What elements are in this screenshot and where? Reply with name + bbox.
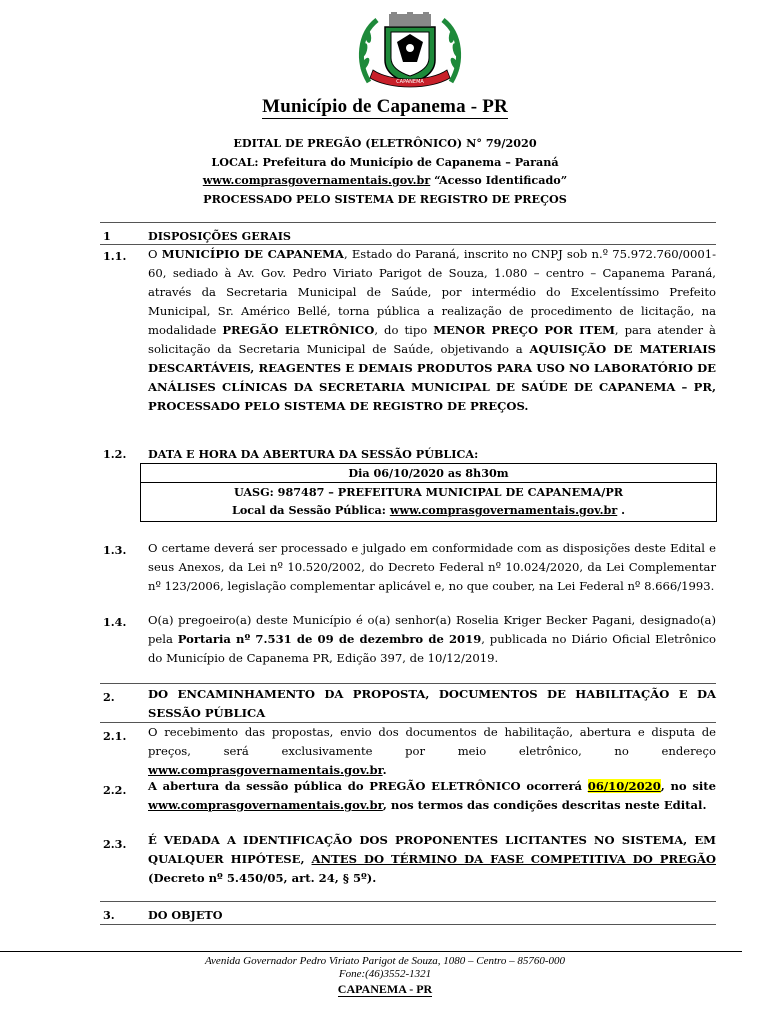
clause-number: 1.2. [103,447,127,461]
clause-number: 2.1. [103,729,127,743]
footer-city: CAPANEMA - PR [337,982,433,996]
clause-number: 2.2. [103,783,127,797]
clause-number: 1.3. [103,543,127,557]
clause-number: 1.1. [103,249,127,263]
section-number: 3. [103,908,115,922]
divider [100,683,716,684]
site-link[interactable]: www.comprasgovernamentais.gov.br [148,798,383,812]
section-title: DISPOSIÇÕES GERAIS [148,229,292,243]
section-number: 1 [103,229,111,243]
clause-1-1: O MUNICÍPIO DE CAPANEMA, Estado do Paraná, inscrito no CNPJ sob n.º 75.972.760/0001-60, sediado à Av. Gov. Pedro Viriato Parigot de Souza, 1.080 – centro – Capanema Paraná, através da Secretaria Municipal de Saúde, por intermédio do Excelentíssimo Prefeito Municipal, Sr. Américo Bellé, torna pública a realização de procedimento de licitação, na modalidade PREGÃO ELETRÔNICO, do tipo MENOR PREÇO POR ITEM, para atender à solicitação da Secretaria Municipal de Saúde, objetivando a AQUISIÇÃO DE MATERIAIS DESCARTÁVEIS, REAGENTES E DEMAIS PRODUTOS PARA USO NO LABORATÓRIO DE ANÁLISES CLÍNICAS DA SECRETARIA MUNICIPAL DE SAÚDE DE CAPANEMA – PR, PROCESSADO PELO SISTEMA DE REGISTRO DE PREÇOS. [148,247,716,413]
site-line: www.comprasgovernamentais.gov.br “Acesso Identificado” [202,173,568,187]
clause-1-3: O certame deverá ser processado e julgado em conformidade com as disposições deste Edital e seus Anexos, da Lei nº 10.520/2002, do Decreto Federal nº 10.024/2020, da Lei Complementar nº 123/2006, legislação complementar aplicável e, no que couber, na Lei Federal nº 8.666/1993. [148,541,716,593]
footer-address: Avenida Governador Pedro Viriato Parigot de Souza, 1080 – Centro – 85760-000 [204,955,566,967]
svg-text:CAPANEMA: CAPANEMA [396,79,424,85]
uasg-line: UASG: 987487 – PREFEITURA MUNICIPAL DE CAPANEMA/PR [233,485,624,499]
session-date: Dia 06/10/2020 as 8h30m [141,464,716,483]
section-number: 2. [103,690,115,704]
footer-phone: Fone:(46)3552-1321 [338,968,432,980]
divider [100,924,716,925]
site-link[interactable]: www.comprasgovernamentais.gov.br [389,503,618,517]
clause-number: 1.4. [103,615,127,629]
edital-number: EDITAL DE PREGÃO (ELETRÔNICO) N° 79/2020 [233,136,537,150]
footer-divider [0,951,742,952]
municipality-title: Município de Capanema - PR [262,96,508,117]
clause-2-2: A abertura da sessão pública do PREGÃO ELETRÔNICO ocorrerá 06/10/2020, no site www.comprasgovernamentais.gov.br, nos termos das condições descritas neste Edital. [148,779,716,812]
site-link[interactable]: www.comprasgovernamentais.gov.br [148,763,383,777]
clause-1-4: O(a) pregoeiro(a) deste Município é o(a) senhor(a) Roselia Kriger Becker Pagani, designado(a) pela Portaria nº 7.531 de 09 de dezembro de 2019, publicada no Diário Oficial Eletrônico do Município de Capanema PR, Edição 397, de 10/12/2019. [148,613,717,665]
divider [100,222,716,223]
session-info-box [140,463,717,522]
clause-2-1: O recebimento das propostas, envio dos documentos de habilitação, abertura e disputa de preços, será exclusivamente por meio eletrônico, no endereço www.comprasgovernamentais.gov.br. [148,725,716,777]
highlighted-date: 06/10/2020 [587,779,661,793]
clause-number: 2.3. [103,837,127,851]
coat-of-arms-logo [355,12,465,90]
session-local: Local da Sessão Pública: www.comprasgovernamentais.gov.br . [231,503,626,517]
process-line: PROCESSADO PELO SISTEMA DE REGISTRO DE PREÇOS [203,192,567,206]
clause-2-3: É VEDADA A IDENTIFICAÇÃO DOS PROPONENTES LICITANTES NO SISTEMA, EM QUALQUER HIPÓTESE, ANTES DO TÉRMINO DA FASE COMPETITIVA DO PREGÃO (Decreto nº 5.450/05, art. 24, § 5º). [148,833,716,885]
divider [100,901,716,902]
site-link[interactable]: www.comprasgovernamentais.gov.br [202,173,431,187]
section-title: DO ENCAMINHAMENTO DA PROPOSTA, DOCUMENTOS DE HABILITAÇÃO E DA SESSÃO PÚBLICA [148,687,716,720]
local-line: LOCAL: Prefeitura do Município de Capanema – Paraná [211,155,559,169]
section-title: DO OBJETO [148,908,223,922]
clause-1-2-title: DATA E HORA DA ABERTURA DA SESSÃO PÚBLICA: [148,447,479,461]
